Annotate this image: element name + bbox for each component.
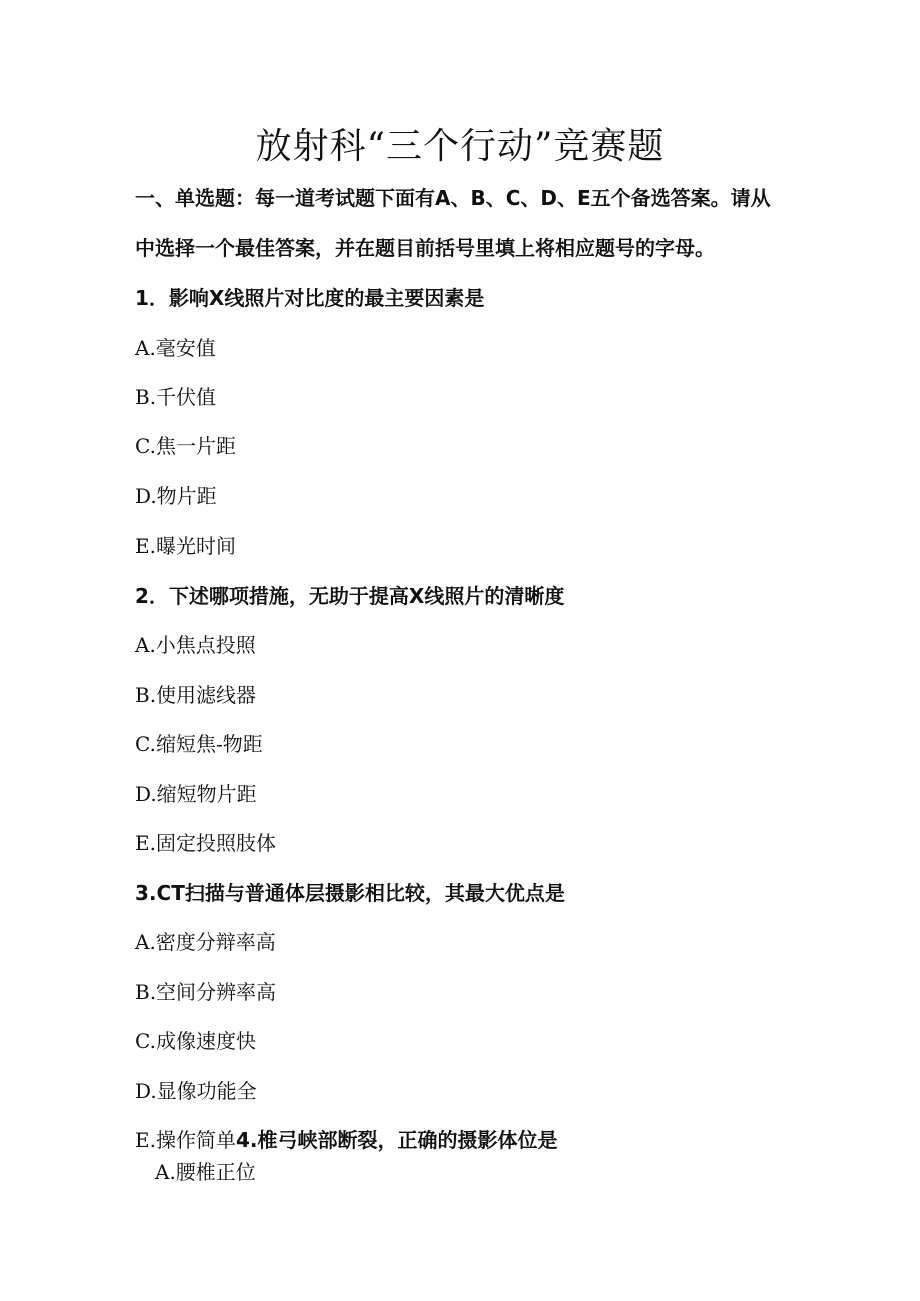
question-2-option-c: C.缩短焦-物距: [135, 732, 263, 756]
question-3-option-e: E.操作简单: [135, 1128, 236, 1152]
question-1-stem: 1．影响X线照片对比度的最主要因素是: [135, 286, 485, 310]
document-title: 放射科“三个行动”竞赛题: [255, 126, 665, 167]
question-3-option-b: B.空间分辨率高: [135, 980, 277, 1004]
question-4-option-a: A.腰椎正位: [155, 1160, 256, 1184]
question-3-option-a: A.密度分辩率高: [135, 930, 276, 954]
question-1-option-c: C.焦一片距: [135, 434, 236, 458]
question-2-option-e: E.固定投照肢体: [135, 831, 276, 855]
question-1-option-d: D.物片距: [135, 484, 217, 508]
question-2-option-d: D.缩短物片距: [135, 782, 257, 806]
question-2-option-a: A.小焦点投照: [135, 633, 256, 657]
question-1-option-a: A.毫安值: [135, 336, 216, 360]
question-3-option-c: C.成像速度快: [135, 1029, 256, 1053]
question-3-option-d: D.显像功能全: [135, 1079, 257, 1103]
question-3-option-e-and-question-4-row: [135, 1126, 557, 1154]
section-instructions-line1: 一、单选题：每一道考试题下面有A、B、C、D、E五个备选答案。请从: [135, 186, 771, 210]
section-instructions-line2: 中选择一个最佳答案，并在题目前括号里填上将相应题号的字母。: [135, 236, 715, 260]
question-3-stem: 3.CT扫描与普通体层摄影相比较，其最大优点是: [135, 881, 565, 905]
question-2-stem: 2．下述哪项措施，无助于提高X线照片的清晰度: [135, 584, 565, 608]
question-2-option-b: B.使用滤线器: [135, 683, 257, 707]
question-1-option-b: B.千伏值: [135, 385, 217, 409]
question-4-stem: 4.椎弓峡部断裂，正确的摄影体位是: [235, 1128, 558, 1152]
question-1-option-e: E.曝光时间: [135, 534, 236, 558]
